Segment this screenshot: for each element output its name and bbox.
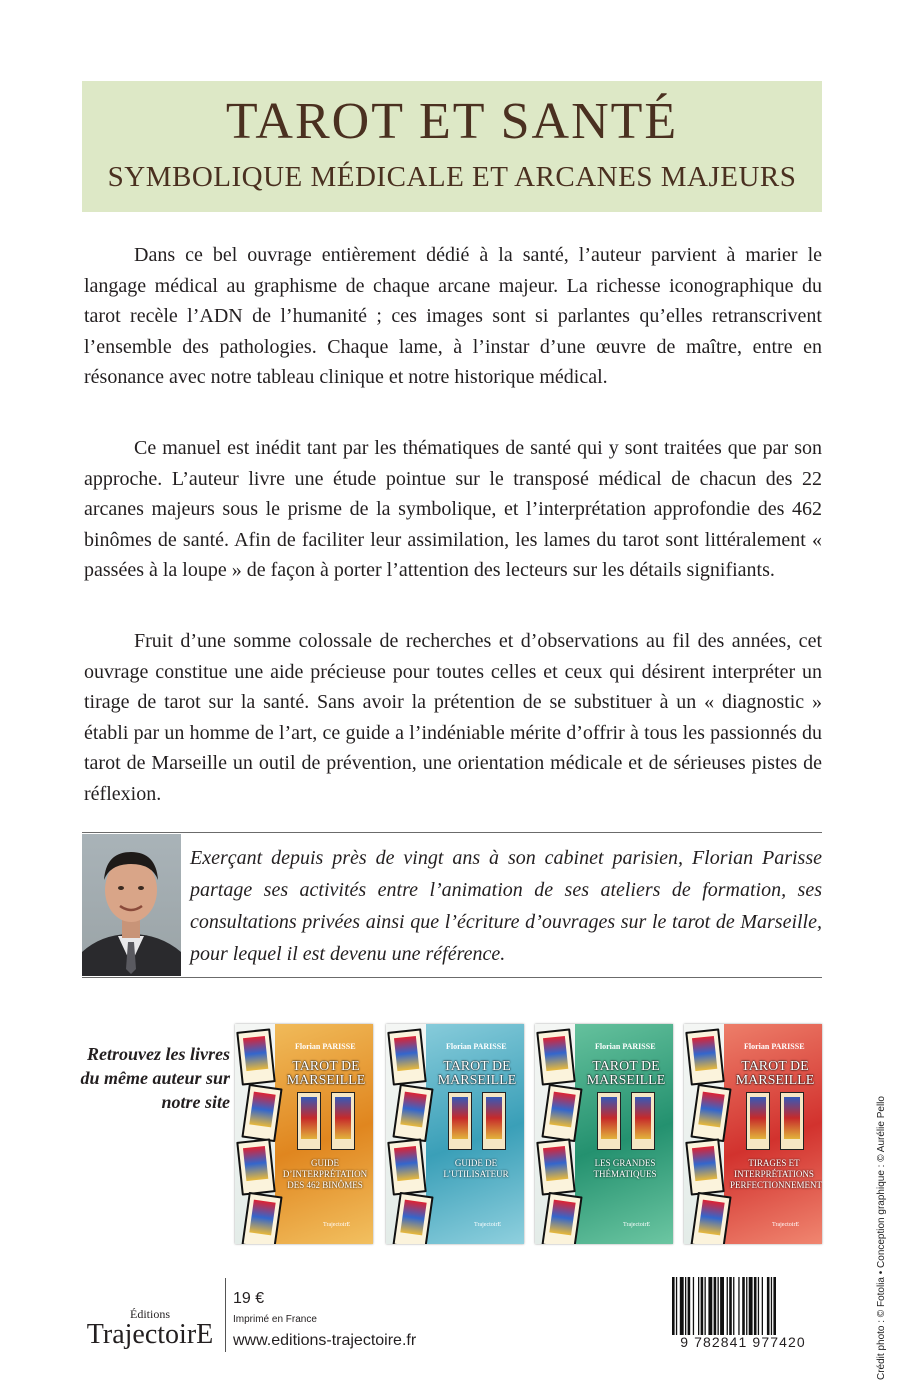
title-banner xyxy=(82,81,822,212)
book-author: Florian PARISSE xyxy=(744,1042,805,1051)
tarot-card-icon xyxy=(236,1138,275,1195)
book-author: Florian PARISSE xyxy=(295,1042,356,1051)
author-bio: Exerçant depuis près de vingt ans à son cabinet parisien, Florian Parisse partage ses activités entre l’animation de ses ateliers de formation, ses consultations privées ainsi que l’écriture d’ouvrages sur le tarot de Marseille, pour lequel il est devenu une référence. xyxy=(190,847,822,965)
tarot-card-icon xyxy=(690,1192,731,1244)
tarot-card-icon xyxy=(597,1092,621,1150)
isbn-number: 9 782841 977420 xyxy=(680,1334,806,1350)
tarot-card-icon xyxy=(541,1192,582,1244)
publisher-logo[interactable] xyxy=(80,1308,220,1352)
tarot-card-icon xyxy=(541,1084,582,1142)
barcode xyxy=(670,1277,820,1341)
tarot-card-icon xyxy=(536,1028,575,1085)
paragraph-3: Fruit d’une somme colossale de recherches et d’observations au fil des années, cet ouvrage constitue une aide précieuse pour toutes celles et ceux qui désirent interpréter un tirage de tarot sur la santé. Sans avoir la prétention de se substituer à un « diagnostic » établi par un homme de l’art, ce guide a l’indéniable mérite d’offrir à tous les passionnés du tarot de Marseille un outil de prévention, une orientation médicale et de sérieuses pistes de réflexion. xyxy=(84,630,822,805)
tarot-card-icon xyxy=(631,1092,655,1150)
tarot-card-icon xyxy=(780,1092,804,1150)
price: 19 € xyxy=(233,1290,265,1307)
tarot-card-icon xyxy=(685,1138,724,1195)
book-subtitle: LES GRANDES THÉMATIQUES xyxy=(593,1158,657,1179)
author-photo xyxy=(82,834,181,976)
book-title: TAROT ET SANTÉ xyxy=(225,93,679,150)
tarot-card-icon xyxy=(392,1192,433,1244)
book-cover-4[interactable] xyxy=(684,1024,822,1244)
tarot-card-icon xyxy=(690,1084,731,1142)
tarot-card-icon xyxy=(482,1092,506,1150)
book-title: TAROT DE MARSEILLE xyxy=(437,1059,517,1088)
tarot-card-icon xyxy=(536,1138,575,1195)
tarot-card-icon xyxy=(685,1028,724,1085)
tarot-card-icon xyxy=(387,1028,426,1085)
paragraph-1: Dans ce bel ouvrage entièrement dédié à la santé, l’auteur parvient à marier le langage médical au graphisme de chaque arcane majeur. La richesse iconographique du tarot recèle l’ADN de l’humanité ; ces images sont si parlantes qu’elles retranscrivent l’ensemble des pathologies. Chaque lame, à l’instar d’une œuvre de maître, entre en résonance avec notre tableau clinique et notre historique médical. xyxy=(84,244,822,389)
tarot-card-icon xyxy=(297,1092,321,1150)
divider-top xyxy=(82,832,822,833)
book-subtitle: GUIDE D’INTERPRÉTATION DES 462 BINÔMES xyxy=(282,1158,368,1190)
book-cover-2[interactable] xyxy=(386,1024,524,1244)
book-subtitle: TIRAGES ET INTERPRÉTATIONS PERFECTIONNEMENT xyxy=(730,1158,822,1190)
find-books-text: Retrouvez les livres du même auteur sur notre site xyxy=(80,1044,230,1112)
tarot-card-icon xyxy=(387,1138,426,1195)
printed-in: Imprimé en France xyxy=(233,1314,317,1325)
book-cover-3[interactable] xyxy=(535,1024,673,1244)
book-publisher: TrajectoirE xyxy=(623,1222,651,1228)
book-title: TAROT DE MARSEILLE xyxy=(586,1059,666,1088)
book-title: TAROT DE MARSEILLE xyxy=(286,1059,366,1088)
book-subtitle: GUIDE DE L’UTILISATEUR xyxy=(443,1158,509,1179)
tarot-card-icon xyxy=(236,1028,275,1085)
publisher-editions: Éditions xyxy=(129,1307,170,1321)
tarot-card-icon xyxy=(241,1192,282,1244)
book-subtitle: SYMBOLIQUE MÉDICALE ET ARCANES MAJEURS xyxy=(107,161,797,193)
tarot-card-icon xyxy=(241,1084,282,1142)
book-author: Florian PARISSE xyxy=(595,1042,656,1051)
book-publisher: TrajectoirE xyxy=(772,1222,800,1228)
tarot-card-icon xyxy=(392,1084,433,1142)
publisher-name: TrajectoirE xyxy=(86,1319,214,1350)
tarot-card-icon xyxy=(331,1092,355,1150)
book-publisher: TrajectoirE xyxy=(474,1222,502,1228)
tarot-card-icon xyxy=(448,1092,472,1150)
tarot-card-icon xyxy=(746,1092,770,1150)
paragraph-2: Ce manuel est inédit tant par les thématiques de santé qui y sont traitées que par son approche. L’auteur livre une étude pointue sur le transposé médical de chacun des 22 arcanes majeurs sous le prisme de la symbolique, et l’interprétation approfondie des 462 binômes de santé. Afin de faciliter leur assimilation, les lames du tarot sont littéralement « passées à la loupe » de façon à porter l’attention des lecteurs sur les détails signifiants. xyxy=(84,437,822,582)
book-cover-1[interactable] xyxy=(235,1024,373,1244)
credits: Crédit photo : © Fotolia • Conception graphique : © Aurélie Pello xyxy=(876,1096,887,1380)
book-publisher: TrajectoirE xyxy=(323,1222,351,1228)
divider-bottom xyxy=(82,977,822,978)
book-title: TAROT DE MARSEILLE xyxy=(735,1059,815,1088)
website-link[interactable]: www.editions-trajectoire.fr xyxy=(233,1332,417,1349)
publisher-divider xyxy=(225,1278,226,1352)
book-author: Florian PARISSE xyxy=(446,1042,507,1051)
